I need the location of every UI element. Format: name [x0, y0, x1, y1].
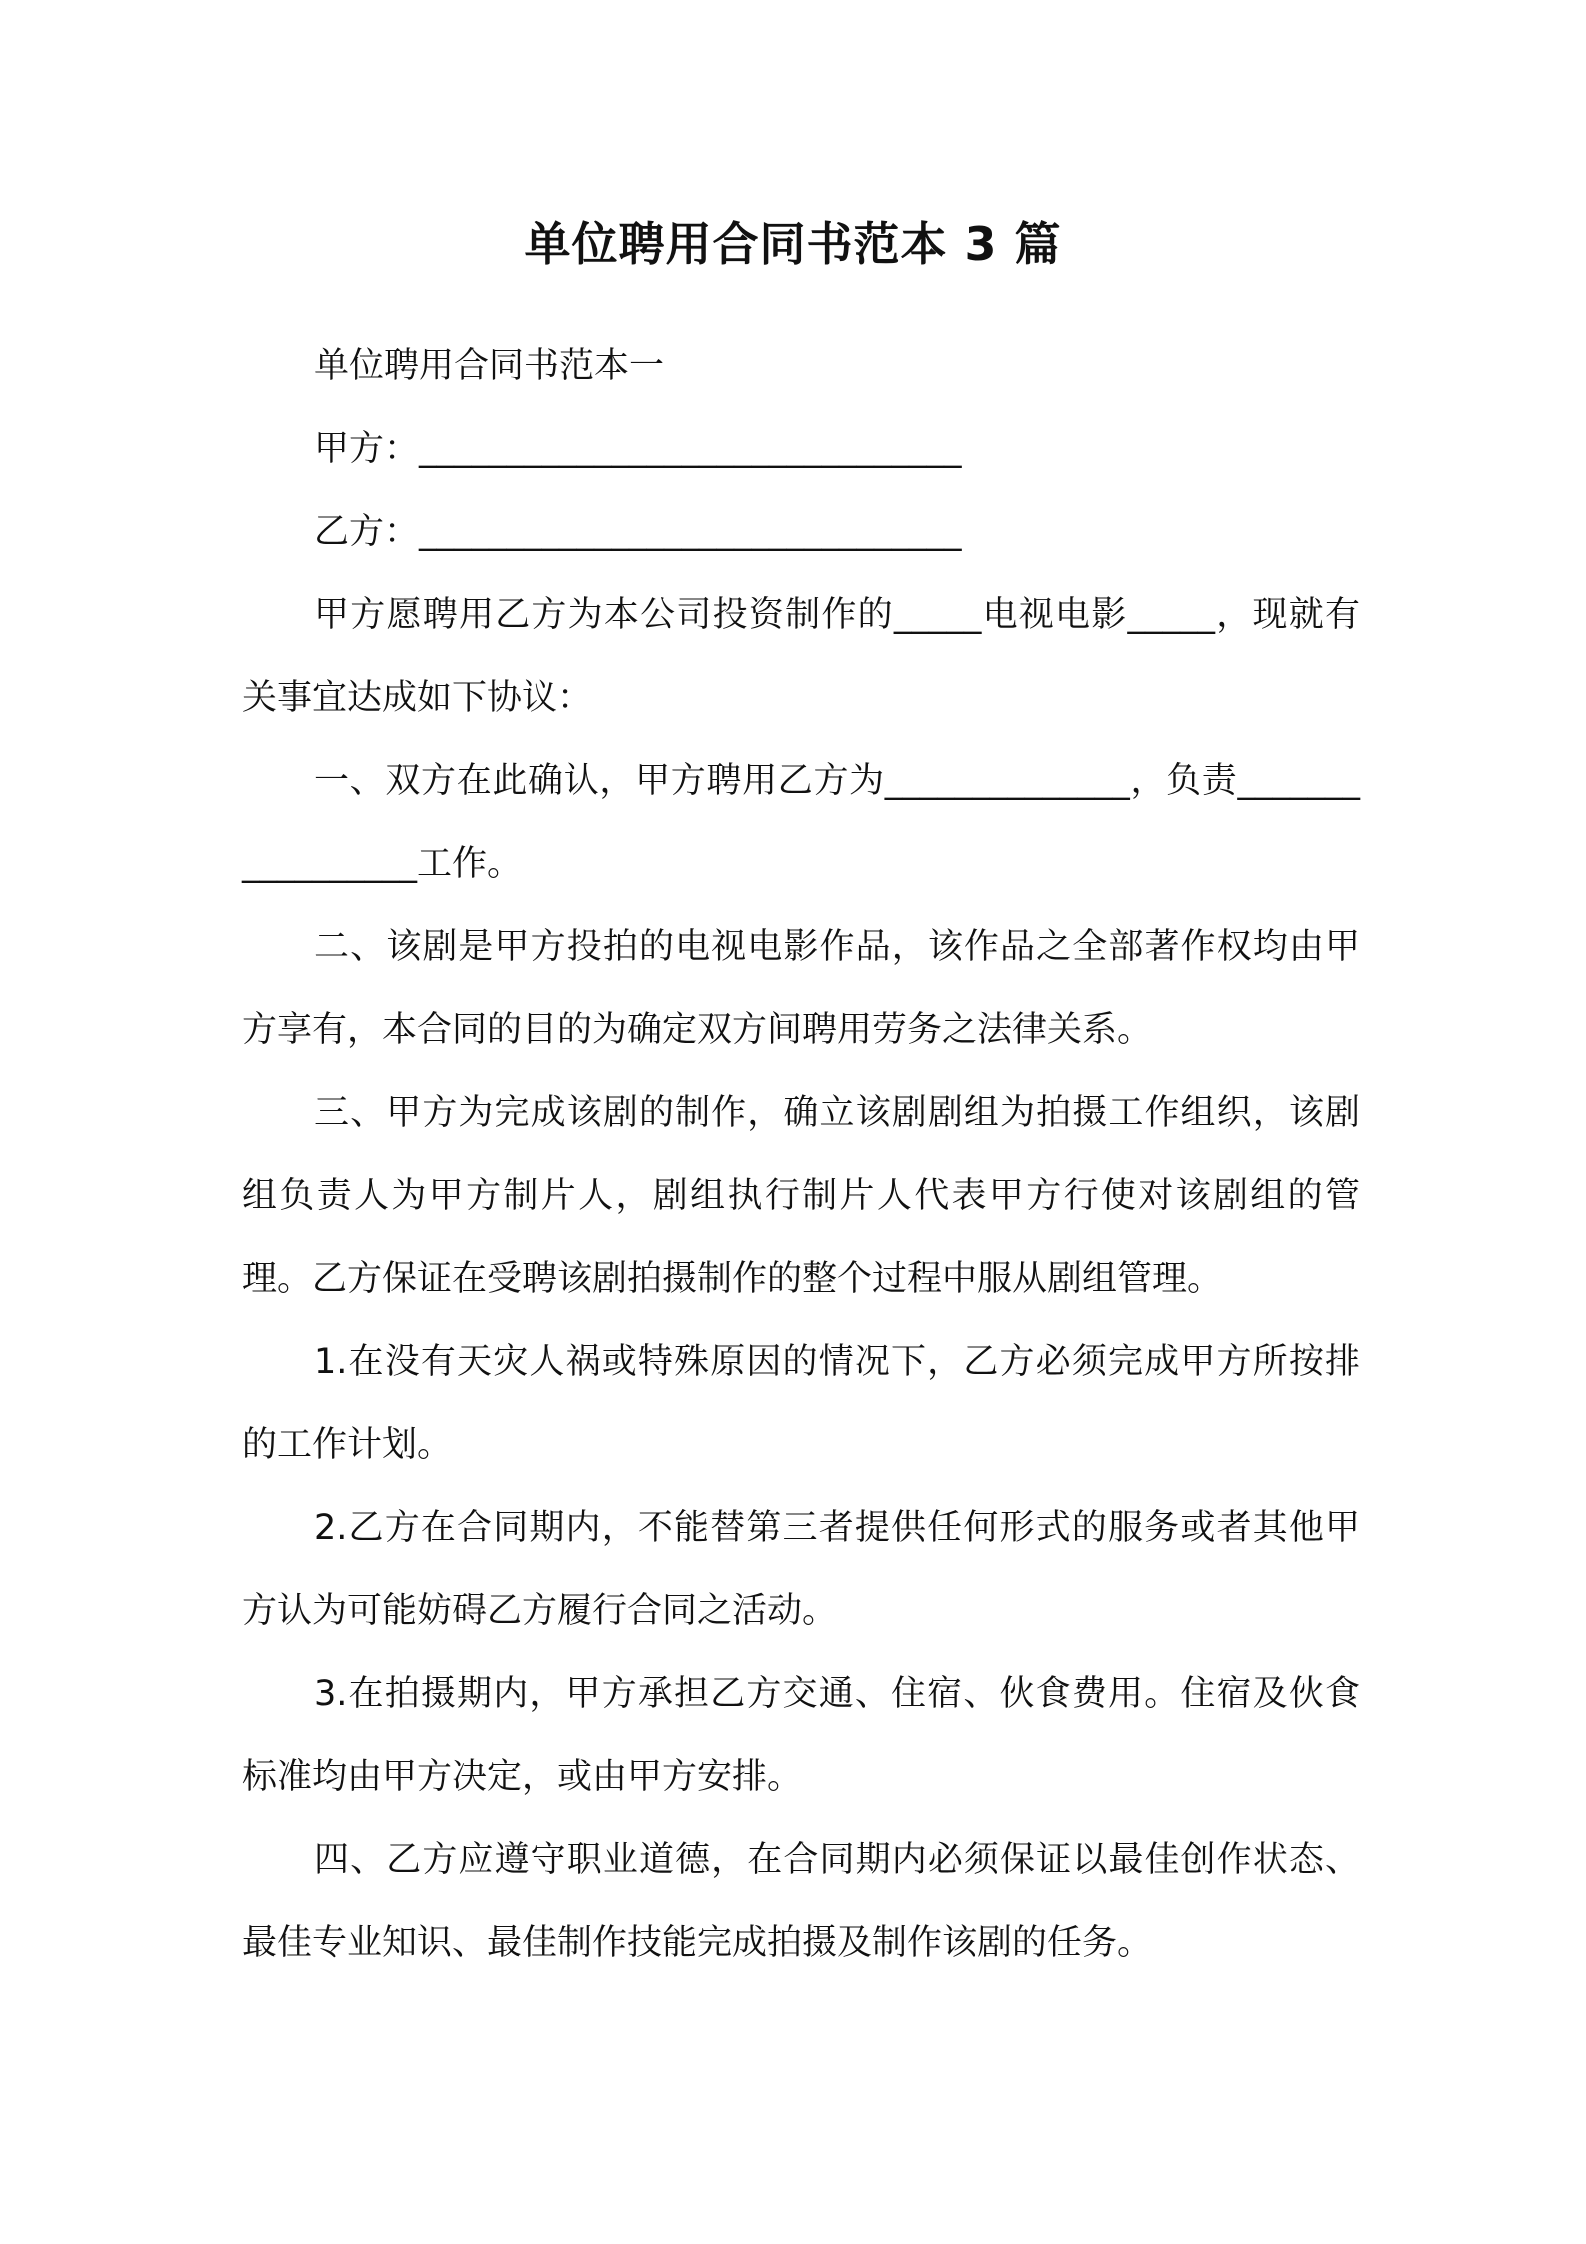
- contract-paragraph: 3.在拍摄期内，甲方承担乙方交通、住宿、伙食费用。住宿及伙食标准均由甲方决定，或由甲方安排。: [242, 1674, 1360, 1797]
- contract-paragraph: 甲方愿聘用乙方为本公司投资制作的_____电视电影_____，现就有关事宜达成如下协议：: [242, 595, 1360, 718]
- document-body: [242, 325, 1360, 1985]
- party-a-line: 甲方：_______________________________: [314, 429, 962, 469]
- contract-paragraph: 1.在没有天灾人祸或特殊原因的情况下，乙方必须完成甲方所按排的工作计划。: [242, 1342, 1360, 1465]
- contract-paragraph: 2.乙方在合同期内，不能替第三者提供任何形式的服务或者其他甲方认为可能妨碍乙方履行合同之活动。: [242, 1508, 1360, 1631]
- contract-paragraph: 四、乙方应遵守职业道德，在合同期内必须保证以最佳创作状态、最佳专业知识、最佳制作技能完成拍摄及制作该剧的任务。: [242, 1840, 1360, 1963]
- party-b-line: 乙方：_______________________________: [314, 512, 962, 552]
- document-title: 单位聘用合同书范本 3 篇: [524, 217, 1062, 271]
- section-heading: 单位聘用合同书范本一: [314, 346, 665, 386]
- contract-paragraph: 二、该剧是甲方投拍的电视电影作品，该作品之全部著作权均由甲方享有，本合同的目的为确定双方间聘用劳务之法律关系。: [242, 927, 1360, 1050]
- contract-paragraph: 一、双方在此确认，甲方聘用乙方为______________，负责_________________工作。: [242, 761, 1360, 884]
- contract-paragraph: 三、甲方为完成该剧的制作，确立该剧剧组为拍摄工作组织，该剧组负责人为甲方制片人，剧组执行制片人代表甲方行使对该剧组的管理。乙方保证在受聘该剧拍摄制作的整个过程中服从剧组管理。: [242, 1093, 1360, 1299]
